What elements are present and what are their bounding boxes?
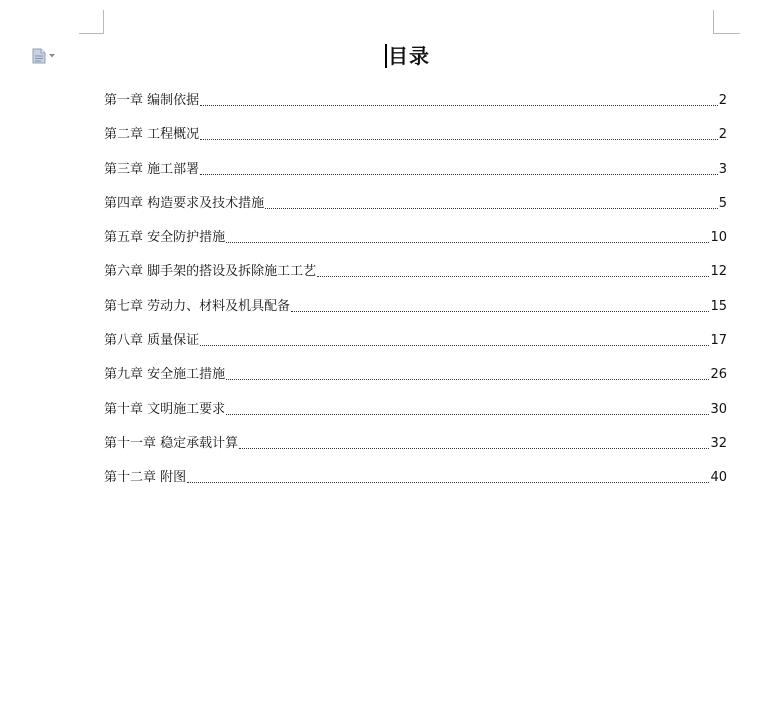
toc-entry-page-number: 2 (718, 93, 727, 108)
toc-entry-page-number: 40 (710, 470, 727, 486)
crop-mark-top-left (79, 10, 104, 34)
toc-entry[interactable] (104, 212, 727, 246)
toc-entry[interactable] (104, 109, 727, 143)
toc-dot-leader (239, 448, 709, 449)
toc-dot-leader (226, 414, 709, 415)
crop-mark-top-right (713, 10, 740, 34)
toc-entry[interactable] (104, 315, 727, 349)
toc-entry[interactable] (104, 349, 727, 383)
toc-entry[interactable] (104, 178, 727, 212)
text-cursor (385, 44, 387, 68)
toc-entry-page-number: 5 (718, 195, 727, 211)
toc-dot-leader (291, 311, 709, 312)
toc-entry-title: 第十章 文明施工要求 (104, 401, 226, 417)
toc-entry-title: 第四章 构造要求及技术措施 (104, 195, 265, 211)
toc-entry-title: 第十二章 附图 (104, 470, 187, 486)
document-title: 目录 (388, 44, 430, 68)
toc-entry[interactable] (104, 143, 727, 177)
toc-entry-page-number: 15 (710, 298, 727, 314)
toc-dot-leader (265, 208, 718, 209)
toc-entry-page-number: 2 (718, 127, 727, 143)
toc-dot-leader (317, 276, 709, 277)
toc-dot-leader (226, 379, 709, 380)
table-of-contents (104, 87, 727, 486)
document-title-wrapper[interactable] (388, 42, 430, 70)
toc-entry-title: 第一章 编制依据 (104, 93, 200, 108)
toc-entry-title: 第十一章 稳定承载计算 (104, 435, 239, 451)
toc-entry-page-number: 32 (710, 435, 727, 451)
toc-entry-title: 第二章 工程概况 (104, 127, 200, 143)
toc-dot-leader (200, 174, 718, 175)
toc-dot-leader (187, 482, 709, 483)
toc-entry-page-number: 12 (710, 264, 727, 280)
toc-entry[interactable] (104, 383, 727, 417)
toc-entry[interactable] (104, 87, 727, 109)
toc-entry[interactable] (104, 452, 727, 486)
toc-dot-leader (200, 345, 709, 346)
toc-dot-leader (200, 139, 718, 140)
toc-entry[interactable] (104, 280, 727, 314)
toc-dot-leader (200, 105, 718, 106)
toc-entry-page-number: 17 (710, 333, 727, 349)
toc-entry-title: 第五章 安全防护措施 (104, 230, 226, 246)
toc-entry-page-number: 3 (718, 161, 727, 177)
toc-entry-page-number: 30 (710, 401, 727, 417)
toc-entry[interactable] (104, 418, 727, 452)
toc-entry-title: 第六章 脚手架的搭设及拆除施工工艺 (104, 264, 317, 280)
title-container (0, 42, 780, 70)
toc-entry-page-number: 10 (710, 230, 727, 246)
toc-entry[interactable] (104, 246, 727, 280)
toc-entry-title: 第七章 劳动力、材料及机具配备 (104, 298, 291, 314)
toc-entry-page-number: 26 (710, 367, 727, 383)
toc-entry-title: 第九章 安全施工措施 (104, 367, 226, 383)
toc-dot-leader (226, 242, 709, 243)
toc-entry-title: 第三章 施工部署 (104, 161, 200, 177)
toc-entry-title: 第八章 质量保证 (104, 333, 200, 349)
